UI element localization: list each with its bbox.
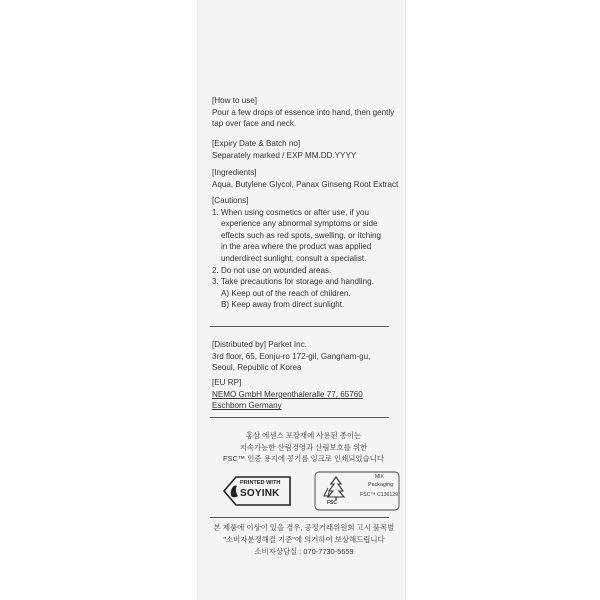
caution-line: 1. When using cosmetics or after use, if you [212,207,369,217]
caution-line: underdirect sunlight, consult a specialist. [221,253,367,263]
fsc-logo [314,471,400,511]
consumer-note-line: 본 제품에 이상이 있을 경우, 공정거래위원회 고시 품목별 [213,523,395,532]
how-to-use-line: Pour a few drops of essence into hand, then gently [212,107,395,117]
paper-note [210,430,397,465]
caution-line: B) Keep away from direct sunlight. [221,300,345,310]
distributor-label: [Distributed by] [212,340,266,349]
expiry-section [212,138,402,161]
soyink-line2: SOYINK [240,488,280,499]
ingredients-text: Aqua, Butylene Glycol, Panax Ginseng Root Extract [212,179,399,189]
paper-note-line: 지속가능한 산림경영과 산림보호를 위한 [239,442,368,452]
caution-line: experience any abnormal symptoms or side [221,219,378,229]
fsc-code: FSC™ C136129 [360,492,399,498]
expiry-text: Separately marked / EXP MM.DD.YYYY [212,150,357,160]
divider [210,326,389,327]
eu-rp-section [212,377,402,412]
consumer-note-line: "소비자분쟁해결 기준"에 의거하여 보상해드립니다 [223,534,385,544]
consumer-hotline: 소비자상담실 : 070-7730-5659 [254,546,354,556]
caution-line: 2. Do not use on wounded areas. [212,265,332,275]
consumer-note [206,522,402,557]
soyink-line1: PRINTED WITH [240,480,281,486]
distributor-name: Parket Inc. [268,340,307,349]
divider [210,417,389,418]
fsc-name: FSC [327,500,337,506]
cautions-list [212,207,402,311]
eu-rp-line: Eschborn Germany [212,401,282,411]
ingredients-header: [Ingredients] [212,168,257,177]
caution-line: 3. Take precautions for storage and handling. [212,277,374,287]
how-to-use-line: tap over face and neck. [212,119,297,129]
caution-line: effects such as red spots, swelling, or itching [221,230,382,240]
divider [210,517,389,518]
certification-logos [218,471,398,511]
caution-line: in the area where the product was applied [221,242,372,252]
caution-line: A) Keep out of the reach of children. [221,288,351,298]
how-to-use-section [212,95,402,130]
fsc-mix-label: MIX [375,474,384,480]
how-to-use-header: [How to use] [212,96,257,105]
expiry-header: [Expiry Date & Batch no] [212,139,301,148]
cautions-section [212,195,402,311]
cautions-header: [Cautions] [212,196,249,205]
soyink-logo [222,474,292,508]
eu-rp-header: [EU RP] [212,378,242,387]
ingredients-section [212,167,402,190]
fsc-packaging-label: Packaging [368,482,394,488]
distributor-address-line: 3rd floor, 65, Eonju-ro 172-gil, Gangnam-gu, [212,351,371,361]
distributor-address-line: Seoul, Republic of Korea [212,363,302,373]
paper-note-line: 홍삼 에센스 포장재에 사용된 종이는 [245,431,362,440]
eu-rp-line: NEMO GmbH Mergenthaleralle 77, 65760 [212,389,363,399]
paper-note-line: FSC™ 인증 용지에 콩기름 잉크로 인쇄되었습니다 [223,454,384,464]
distributor-section [212,339,402,374]
